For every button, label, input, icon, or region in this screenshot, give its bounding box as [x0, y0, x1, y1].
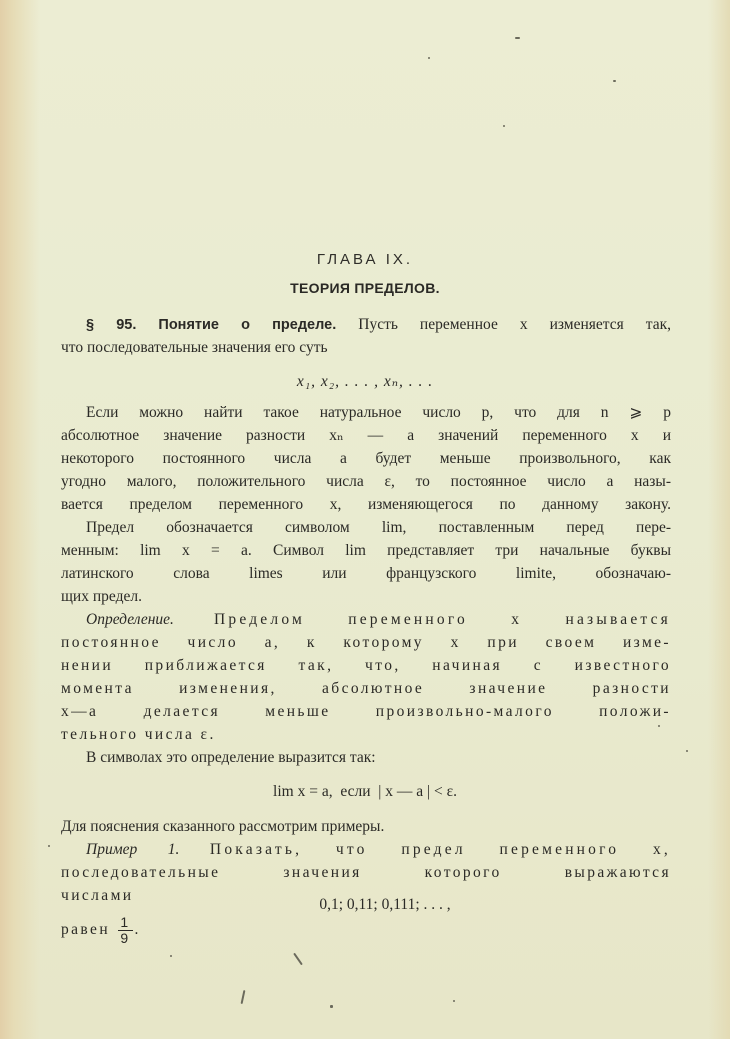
scan-speck	[330, 1005, 333, 1008]
chapter-title: ТЕОРИЯ ПРЕДЕЛОВ.	[290, 280, 440, 296]
example1-result-prefix: равен	[61, 921, 111, 939]
example1-line-3: числами	[61, 887, 134, 904]
definition-line-1	[86, 611, 671, 629]
section-number: § 95.	[86, 317, 137, 333]
scan-speck	[613, 80, 616, 82]
examples-intro: Для пояснения сказанного рассмотрим примеры.	[61, 818, 385, 835]
section-intro-line-1	[86, 316, 671, 334]
paragraph1-line-5: вается пределом переменного x, изменяющегося по данному закону.	[61, 496, 671, 513]
scan-mark	[293, 953, 303, 966]
scan-speck	[515, 37, 520, 39]
example1-sequence: 0,1; 0,11; 0,111; . . . ,	[319, 896, 451, 913]
paragraph2-line-4: щих предел.	[61, 588, 142, 605]
section-heading: Понятие о пределе.	[158, 317, 337, 333]
example1-text: Показать, что предел переменного x,	[209, 841, 672, 858]
definition-line-3: нении приближается так, что, начиная с известного	[61, 657, 671, 674]
paragraph1-line-1: Если можно найти такое натуральное число p, что для n ⩾ p	[86, 404, 671, 421]
symbols-intro: В символах это определение выразится так:	[86, 749, 376, 766]
scan-speck	[686, 750, 688, 752]
sequence-formula: x₁, x₂, . . . , xₙ, . . .	[296, 373, 434, 390]
fraction-denominator: 9	[120, 930, 131, 946]
section-intro-line-2: что последовательные значения его суть	[61, 339, 328, 356]
fraction-one-ninth	[118, 915, 132, 946]
paragraph1-line-2: абсолютное значение разности xₙ — a значений переменного x и	[61, 427, 671, 444]
definition-line-6: тельного числа ε.	[61, 726, 216, 743]
example1-result	[61, 915, 671, 946]
definition-label: Определение.	[86, 611, 174, 628]
definition-line-2: постоянное число a, к которому x при своем изме-	[61, 634, 671, 651]
example1-line-1	[86, 841, 671, 859]
definition-line-4: момента изменения, абсолютное значение разности	[61, 680, 671, 697]
definition-line-5: x—a делается меньше произвольно-малого положи-	[61, 703, 671, 720]
scan-speck	[48, 845, 50, 847]
scan-speck	[658, 725, 660, 727]
example1-result-suffix: .	[134, 921, 141, 939]
paragraph1-line-3: некоторого постоянного числа a будет меньше произвольного, как	[61, 450, 671, 467]
example1-line-2: последовательные значения которого выражаются	[61, 864, 671, 881]
definition-text: Пределом переменного x называется	[214, 611, 672, 628]
scan-speck	[170, 955, 172, 957]
chapter-label: ГЛАВА IX.	[316, 251, 414, 268]
limit-formula: lim x = a, если | x — a | < ε.	[273, 783, 457, 800]
paragraph2-line-2: менным: lim x = a. Символ lim представляет три начальные буквы	[61, 542, 671, 559]
section-intro-text: Пусть переменное x изменяется так,	[358, 316, 672, 333]
scan-mark	[241, 990, 245, 1004]
scan-speck	[428, 57, 430, 59]
scan-speck	[453, 1000, 455, 1002]
paragraph1-line-4: угодно малого, положительного числа ε, то постоянное число a назы-	[61, 473, 671, 490]
paragraph2-line-3: латинского слова limes или французского limite, обозначаю-	[61, 565, 671, 582]
fraction-numerator: 1	[120, 914, 131, 930]
scan-speck	[503, 125, 505, 127]
paragraph2-line-1: Предел обозначается символом lim, поставленным перед пере-	[86, 519, 671, 536]
example1-label: Пример 1.	[86, 841, 180, 858]
